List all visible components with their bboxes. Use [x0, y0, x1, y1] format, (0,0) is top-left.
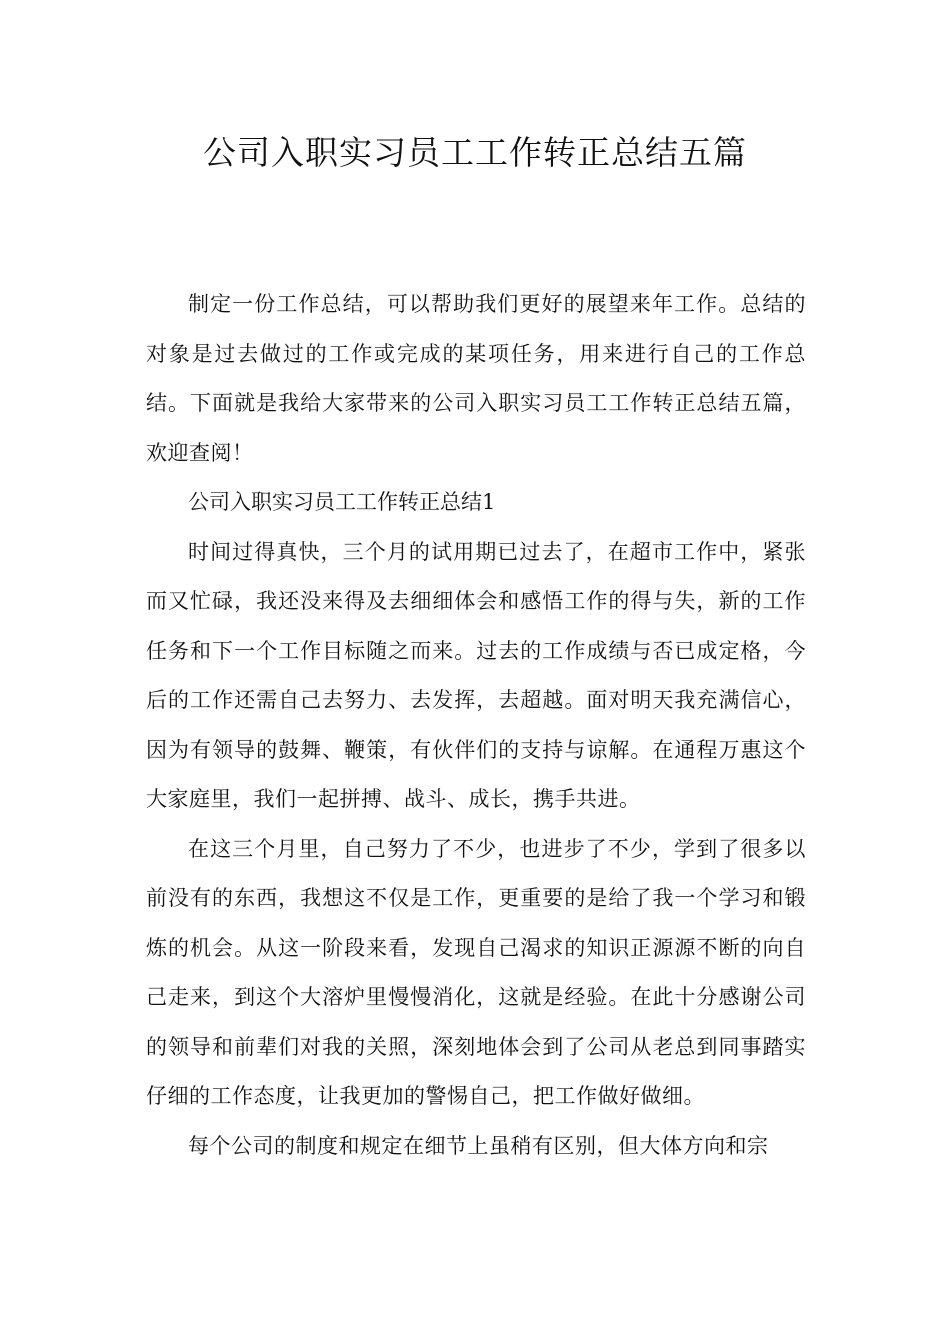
document-body	[146, 280, 806, 1171]
section-heading: 公司入职实习员工工作转正总结1	[188, 490, 496, 514]
body-paragraph: 每个公司的制度和规定在细节上虽稍有区别，但大体方向和宗	[188, 1133, 769, 1158]
body-paragraph: 时间过得真快，三个月的试用期已过去了，在超市工作中，紧张而又忙碌，我还没来得及去细细体会和感悟工作的得与失，新的工作任务和下一个工作目标随之而来。过去的工作成绩与否已成定格，今后的工作还需自己去努力、去发挥，去超越。面对明天我充满信心，因为有领导的鼓舞、鞭策，有伙伴们的支持与谅解。在通程万惠这个大家庭里，我们一起拼搏、战斗、成长，携手共进。	[146, 539, 806, 811]
intro-paragraph: 制定一份工作总结，可以帮助我们更好的展望来年工作。总结的对象是过去做过的工作或完成的某项任务，用来进行自己的工作总结。下面就是我给大家带来的公司入职实习员工工作转正总结五篇，欢迎查阅！	[146, 292, 806, 465]
body-paragraph: 在这三个月里，自己努力了不少，也进步了不少，学到了很多以前没有的东西，我想这不仅是工作，更重要的是给了我一个学习和锻炼的机会。从这一阶段来看，发现自己渴求的知识正源源不断的向自己走来，到这个大溶炉里慢慢消化，这就是经验。在此十分感谢公司的领导和前辈们对我的关照，深刻地体会到了公司从老总到同事踏实仔细的工作态度，让我更加的警惕自己，把工作做好做细。	[146, 836, 806, 1108]
document-title: 公司入职实习员工工作转正总结五篇	[203, 133, 747, 172]
